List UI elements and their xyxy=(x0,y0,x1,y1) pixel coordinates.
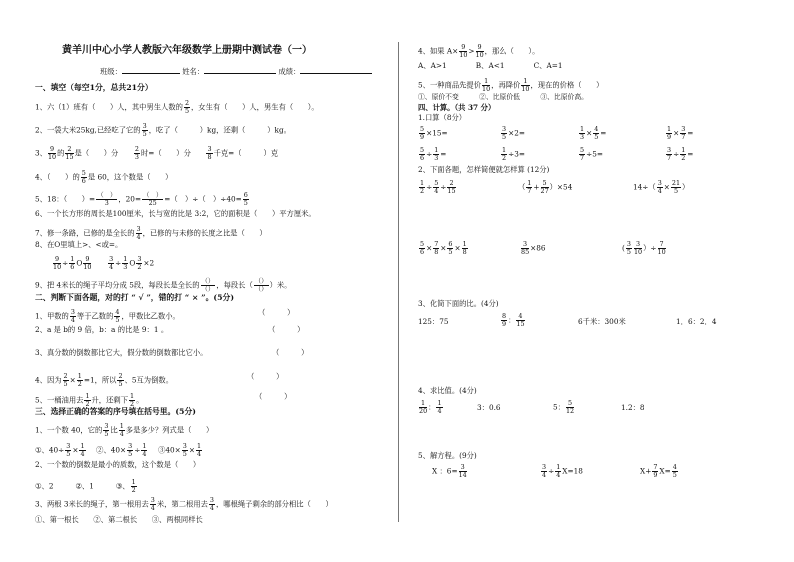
section1-heading: 一、填空（每空1分，总共21分） xyxy=(35,83,153,92)
oral-item: $\frac{3}{5}$ ×2= xyxy=(502,125,525,142)
simplify-item: $\frac{3}{85}$ ×86 xyxy=(521,240,546,257)
page-title: 黄羊川中心小学人教版六年级数学上册期中测试卷（一） xyxy=(62,45,312,56)
section2-heading: 二、判断下面各题，对的打 “ √ ”，错的打 “ × ”。(5分) xyxy=(35,293,235,302)
judge-q3-answer[interactable]: （ ） xyxy=(272,348,309,357)
judge-q4: 4、因为 $\frac{2}{5}$ × $\frac{1}{2}$ =1，所以 $\frac{2}{5}$ 、5互为倒数。 xyxy=(35,372,173,389)
choice-q2-options: ①、2 ②、1 ③、 $\frac{1}{2}$ xyxy=(35,478,136,495)
section4-heading: 四、计算。（共 37 分） xyxy=(418,103,496,112)
choice-q2: 2、一个数的倒数是最小的质数，这个数是（ ） xyxy=(35,460,201,469)
name-blank[interactable] xyxy=(204,73,276,74)
ratio-item: $\frac{8}{9}$ ： $\frac{4}{15}$ xyxy=(502,312,525,329)
choice-q1-options: ①、40÷ $\frac{3}{5}$ × $\frac{1}{4}$ ②、40× $\frac{3}{5}$ ÷ $\frac{1}{4}$ ③40× $\frac{3}{5}$ × $\frac{1}{4}$ xyxy=(35,442,202,459)
simplify-item: $\frac{5}{6}$ × $\frac{7}{8}$ × $\frac{6}{5}$ × $\frac{1}{8}$ xyxy=(420,240,467,257)
judge-q5-answer[interactable]: （ ） xyxy=(255,392,292,401)
fill-q9: 9、把 4米长的绳子平均分成 5段，每段长是全长的 （） （） ，每段长（ （） （） ）米。 xyxy=(35,277,292,294)
simplify-item: ( $\frac{3}{5}$ $\frac{3}{10}$ ）÷ $\frac{7}{10}$ xyxy=(622,240,666,257)
column-divider xyxy=(398,42,399,522)
judge-q1-answer[interactable]: （ ） xyxy=(258,308,295,317)
simplify-item: 14÷（ $\frac{3}{4}$ × $\frac{21}{5}$ ） xyxy=(633,179,690,196)
score-blank[interactable] xyxy=(300,73,372,74)
equation-item: X+ $\frac{7}{9}$ X= $\frac{4}{5}$ xyxy=(640,463,677,480)
oral-item: $\frac{5}{7}$ ÷5= xyxy=(580,146,603,163)
value-item: $\frac{1}{20}$ ： $\frac{1}{4}$ xyxy=(419,399,442,416)
fill-q6: 6、一个长方形的周长是100厘米，长与宽的比是 3:2，它的面积是（ ）平方厘米。 xyxy=(35,209,316,218)
judge-q1: 1、甲数的 $\frac{3}{4}$ 等于乙数的 $\frac{4}{5}$ ，甲数比乙数小。 xyxy=(35,308,180,325)
fill-q8: 8、在O里填上>、<或=。 xyxy=(35,240,123,249)
ratio-item: 6千米：300米 xyxy=(578,317,626,326)
judge-q2: 2、a 是 b的 9 倍，b：a 的比是 9：1 。 xyxy=(35,325,169,334)
equation-item: X ：6= $\frac{3}{14}$ xyxy=(432,463,467,480)
choice-q4-options: A、A>1 B、A<1 C、A=1 xyxy=(418,61,563,70)
choice-q4: 4、如果 A× $\frac{9}{10}$ > $\frac{9}{10}$ ，那么（ ）。 xyxy=(418,43,540,60)
class-label: 班级： xyxy=(100,67,122,76)
choice-q3-options: ①、第一根长 ②、第二根长 ③、两根同样长 xyxy=(35,515,203,524)
oral-item: $\frac{5}{9}$ ×15= xyxy=(420,125,448,142)
student-info-row xyxy=(100,68,372,75)
score-label: 成绩： xyxy=(278,67,301,76)
oral-item: $\frac{5}{6}$ ÷ $\frac{1}{3}$ = xyxy=(420,146,447,163)
value-item: 5： $\frac{5}{12}$ xyxy=(553,399,575,416)
value-item: 1.2：8 xyxy=(621,403,645,412)
choice-q5: 5、一种商品先提价 $\frac{1}{10}$ ，再降价 $\frac{1}{10}$ ，现在的价格（ ） xyxy=(418,77,604,94)
judge-q5: 5、一桶油用去 $\frac{1}{2}$ 升，还剩下 $\frac{1}{2}$ 。 xyxy=(35,392,144,409)
fill-q2: 2、一袋大米25kg,已经吃了它的 $\frac{3}{5}$ ，吃了（ ）kg，还剩（ ）kg。 xyxy=(35,122,291,139)
ratio-item: 1．6：2．4 xyxy=(676,317,717,326)
fill-q5: 5、18：（ ）= （ ） 3 ，20= （ ） 25 =（ ）÷（ ）÷40= $\frac{6}{5}$ xyxy=(35,191,248,208)
oral-calc-heading: 1.口算（8分） xyxy=(418,113,467,122)
choice-q3: 3、两根 3米长的绳子，第一根用去 $\frac{3}{4}$ 米，第二根用去 $\frac{3}{4}$ ，哪根绳子剩余的部分相比（ ） xyxy=(35,496,333,513)
oral-item: $\frac{1}{9}$ × $\frac{3}{7}$ = xyxy=(667,125,694,142)
choice-q5-options: ①、原价不变 ②、比原价低 ③、比原价高。 xyxy=(418,93,588,101)
judge-q3: 3、真分数的倒数都比它大，假分数的倒数都比它小。 xyxy=(35,348,208,357)
oral-item: $\frac{1}{3}$ × $\frac{4}{5}$ = xyxy=(580,125,607,142)
section3-heading: 三、选择正确的答案的序号填在括号里。(5分) xyxy=(35,407,196,416)
name-label: 姓名： xyxy=(182,67,205,76)
ratio-heading: 3、化简下面的比。(4分) xyxy=(418,299,499,308)
fill-q4: 4、（ ）的 $\frac{5}{6}$ 是 60，这个数是（ ） xyxy=(35,169,173,186)
judge-q4-answer[interactable]: （ ） xyxy=(247,372,284,381)
fill-q1: 1、六（1）班有（ ）人，其中男生人数的 $\frac{2}{5}$ ，女生有（ ）人，男生有（ ）。 xyxy=(35,99,319,116)
oral-item: $\frac{1}{2}$ ÷3= xyxy=(502,146,525,163)
simplify-item: $\frac{1}{2}$ ÷ $\frac{5}{4}$ ÷ $\frac{2}{15}$ xyxy=(420,179,456,196)
fill-q7: 7、修一条路，已修的是全长的 $\frac{3}{4}$ ，已修的与未修的长度之比是（ ） xyxy=(35,225,267,242)
simplify-item: （ $\frac{1}{7}$ + $\frac{5}{27}$ ）×54 xyxy=(518,179,573,196)
simplify-heading: 2、下面各题，怎样简便就怎样算 (12分) xyxy=(418,165,550,174)
value-item: 3：0.6 xyxy=(477,403,501,412)
ratio-item: 125：75 xyxy=(418,317,449,326)
value-heading: 4、求比值。(4分) xyxy=(418,386,477,395)
choice-q1: 1、一个数 40，它的 $\frac{3}{5}$ 比 $\frac{1}{4}$ 多是多少？列式是（ ） xyxy=(35,422,214,439)
judge-q2-answer[interactable]: （ ） xyxy=(268,325,305,334)
fill-q3: 3、 $\frac{9}{10}$ 的 $\frac{2}{15}$ 是（ ）分 $\frac{2}{3}$ 时=（ ）分 $\frac{3}{8}$ 千克=（ ）克 xyxy=(35,145,279,162)
fill-q8-items: $\frac{9}{10}$ ÷ $\frac{1}{6}$ O $\frac{9}{10}$ $\frac{3}{4}$ ÷ $\frac{1}{3}$ O $\frac{3}{2}$ ×2 xyxy=(53,255,155,272)
class-blank[interactable] xyxy=(122,73,180,74)
oral-item: $\frac{3}{7}$ ÷ $\frac{1}{2}$ = xyxy=(667,146,694,163)
equation-item: $\frac{3}{4}$ ÷ $\frac{1}{4}$ X=18 xyxy=(542,463,583,480)
equation-heading: 5、解方程。(9分) xyxy=(418,451,477,460)
